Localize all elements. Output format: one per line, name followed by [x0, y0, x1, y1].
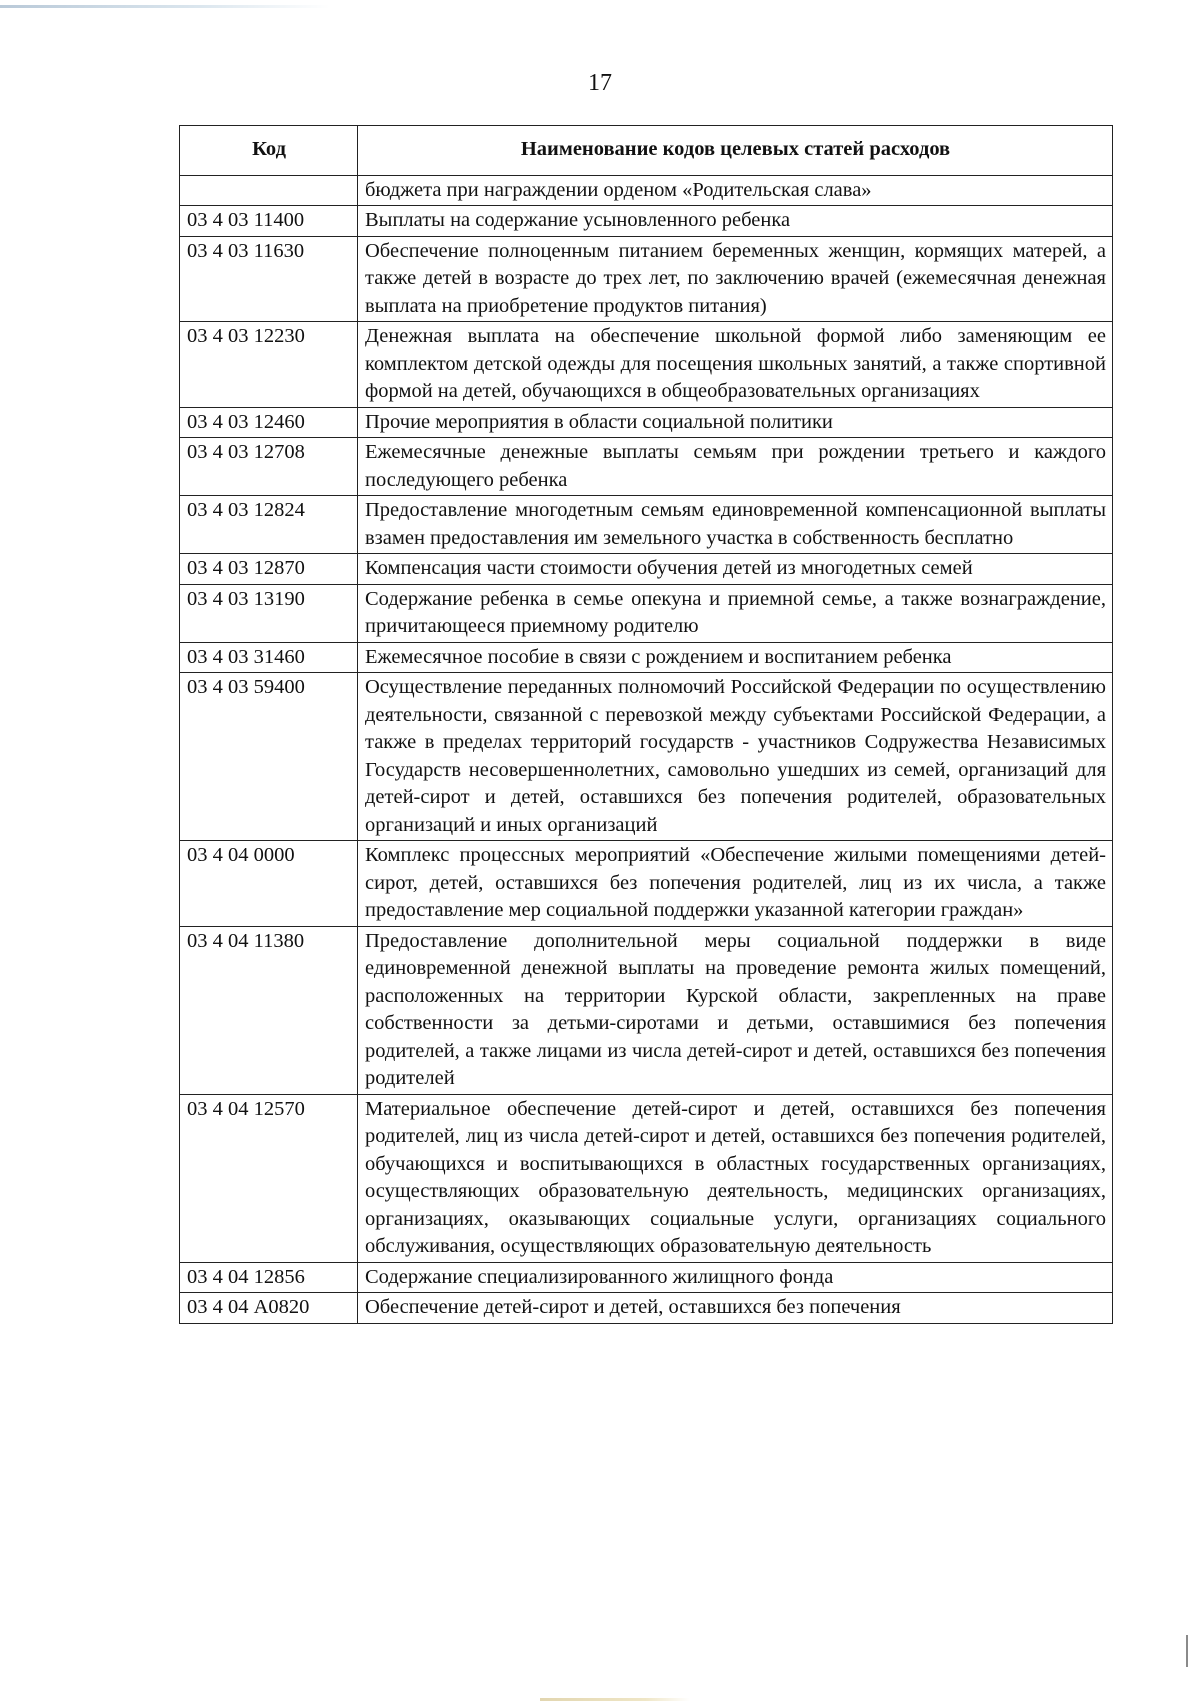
row-name: Ежемесячные денежные выплаты семьям при рождении третьего и каждого последующего ребенка	[358, 438, 1113, 496]
table-row	[180, 175, 1113, 206]
row-name: Содержание ребенка в семье опекуна и приемной семье, а также вознаграждение, причитающееся приемному родителю	[358, 584, 1113, 642]
table-row	[180, 407, 1113, 438]
table-row	[180, 496, 1113, 554]
header-code: Код	[180, 126, 358, 176]
row-code: 03 4 03 11400	[180, 206, 358, 237]
row-code: 03 4 04 0000	[180, 841, 358, 927]
row-code: 03 4 03 12230	[180, 322, 358, 408]
row-name: бюджета при награждении орденом «Родительская слава»	[358, 175, 1113, 206]
row-name: Денежная выплата на обеспечение школьной формой либо заменяющим ее комплектом детской одежды для посещения школьных занятий, а также спортивной формой на детей, обучающихся в общеобразовательных организациях	[358, 322, 1113, 408]
header-name: Наименование кодов целевых статей расходов	[358, 126, 1113, 176]
row-name: Обеспечение полноценным питанием беременных женщин, кормящих матерей, а также детей в возрасте до трех лет, по заключению врачей (ежемесячная денежная выплата на приобретение продуктов питания)	[358, 236, 1113, 322]
row-code	[180, 175, 358, 206]
row-name: Предоставление многодетным семьям единовременной компенсационной выплаты взамен предоставления им земельного участка в собственность бесплатно	[358, 496, 1113, 554]
budget-codes-table	[179, 125, 1113, 1324]
table-row	[180, 322, 1113, 408]
row-name: Прочие мероприятия в области социальной политики	[358, 407, 1113, 438]
table-row	[180, 1262, 1113, 1293]
table-row	[180, 584, 1113, 642]
table-row	[180, 673, 1113, 841]
row-code: 03 4 03 12870	[180, 554, 358, 585]
row-code: 03 4 03 12824	[180, 496, 358, 554]
table-row	[180, 206, 1113, 237]
row-code: 03 4 03 11630	[180, 236, 358, 322]
row-name: Предоставление дополнительной меры социальной поддержки в виде единовременной денежной выплаты на проведение ремонта жилых помещений, расположенных на территории Курской области, закрепленных на праве собственности за детьми-сиротами и детьми, оставшимися без попечения родителей, а также лицами из числа детей-сирот и детей, оставшихся без попечения родителей	[358, 926, 1113, 1094]
row-code: 03 4 03 59400	[180, 673, 358, 841]
row-name: Материальное обеспечение детей-сирот и детей, оставшихся без попечения родителей, лиц из числа детей-сирот и детей, оставшихся без попечения родителей, обучающихся и воспитывающихся в областных государственных организациях, осуществляющих образовательную деятельность, медицинских организациях, организациях, оказывающих социальные услуги, организациях социального обслуживания, осуществляющих образовательную деятельность	[358, 1094, 1113, 1262]
scan-edge-mark	[0, 5, 330, 8]
row-name: Ежемесячное пособие в связи с рождением и воспитанием ребенка	[358, 642, 1113, 673]
row-name: Выплаты на содержание усыновленного ребенка	[358, 206, 1113, 237]
table-row	[180, 1094, 1113, 1262]
row-code: 03 4 03 12708	[180, 438, 358, 496]
row-code: 03 4 04 12856	[180, 1262, 358, 1293]
row-name: Обеспечение детей-сирот и детей, оставшихся без попечения	[358, 1293, 1113, 1324]
row-code: 03 4 04 12570	[180, 1094, 358, 1262]
row-name: Компенсация части стоимости обучения детей из многодетных семей	[358, 554, 1113, 585]
table-row	[180, 1293, 1113, 1324]
row-code: 03 4 04 А0820	[180, 1293, 358, 1324]
row-name: Осуществление переданных полномочий Российской Федерации по осуществлению деятельности, связанной с перевозкой между субъектами Российской Федерации, а также в пределах территорий государств - участников Содружества Независимых Государств несовершеннолетних, самовольно ушедших из семей, организаций для детей-сирот и детей, оставшихся без попечения родителей, образовательных организаций и иных организаций	[358, 673, 1113, 841]
scan-edge-mark	[540, 1698, 690, 1701]
page-number: 17	[588, 70, 612, 96]
table-row	[180, 438, 1113, 496]
row-code: 03 4 03 12460	[180, 407, 358, 438]
row-name: Содержание специализированного жилищного фонда	[358, 1262, 1113, 1293]
row-code: 03 4 03 31460	[180, 642, 358, 673]
scan-margin-tick	[1186, 1635, 1188, 1667]
table-row	[180, 642, 1113, 673]
table-row	[180, 926, 1113, 1094]
table-header-row	[180, 126, 1113, 176]
row-name: Комплекс процессных мероприятий «Обеспечение жилыми помещениями детей-сирот, детей, оставшихся без попечения родителей, лиц из их числа, а также предоставление мер социальной поддержки указанной категории граждан»	[358, 841, 1113, 927]
table-row	[180, 841, 1113, 927]
row-code: 03 4 03 13190	[180, 584, 358, 642]
table-row	[180, 236, 1113, 322]
row-code: 03 4 04 11380	[180, 926, 358, 1094]
table-row	[180, 554, 1113, 585]
